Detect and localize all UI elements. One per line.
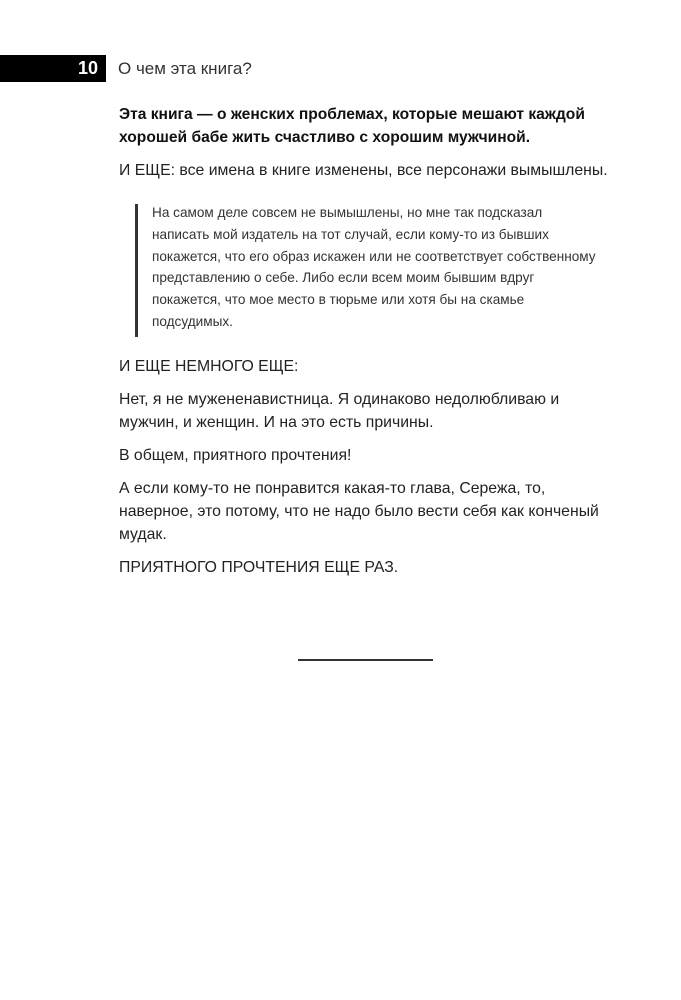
paragraph-enjoy-again: ПРИЯТНОГО ПРОЧТЕНИЯ ЕЩЕ РАЗ. [119,558,399,576]
section-end-rule [298,659,433,661]
side-note-text: На самом деле совсем не вымышлены, но мне так подсказал написать мой издатель на тот случай, если кому-то из бывших покажется, что его образ искажен или не соответствует собственному представлению о себе. Либо если всем моим бывшим вдруг покажется, что мое место в тюрьме или хотя бы на скамье подсудимых. [152,205,596,329]
page-content [119,103,619,589]
page-number: 10 [0,55,106,82]
quote-bar [135,204,138,337]
running-title: О чем эта книга? [118,59,252,78]
page-header [0,55,681,82]
side-note [135,202,619,333]
lead-paragraph: Эта книга — о женских проблемах, которые мешают каждой хорошей бабе жить счастливо с хорошим мужчиной. [119,106,585,146]
paragraph-more: И ЕЩЕ НЕМНОГО ЕЩЕ: [119,357,299,375]
paragraph-not-misandrist: Нет, я не мужененавистница. Я одинаково недолюбливаю и мужчин, и женщин. И на это есть причины. [119,390,560,431]
paragraph-seryozha: А если кому-то не понравится какая-то глава, Сережа, то, наверное, это потому, что не надо было вести себя как конченый мудак. [119,479,599,543]
paragraph-names-changed: И ЕЩЕ: все имена в книге изменены, все персонажи вымышлены. [119,162,608,179]
paragraph-enjoy: В общем, приятного прочтения! [119,446,352,464]
